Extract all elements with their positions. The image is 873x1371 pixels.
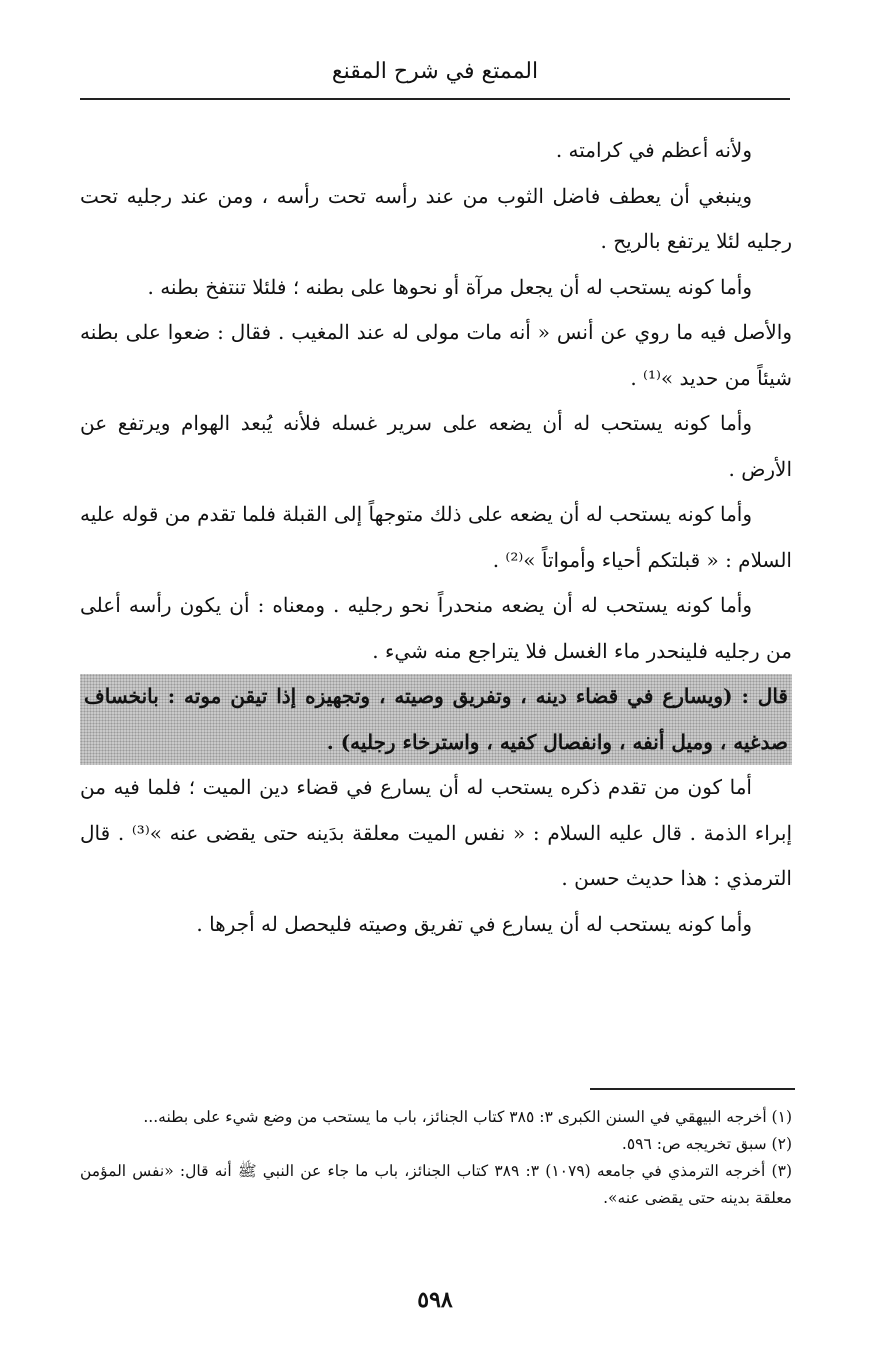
paragraph: وأما كونه يستحب له أن يجعل مرآة أو نحوها على بطنه ؛ فلئلا تنتفخ بطنه . (147, 274, 752, 299)
paragraph: وأما كونه يستحب له أن يضعه منحدراً نحو رجليه . ومعناه : أن يكون رأسه أعلى من رجليه فلينحدر ماء الغسل فلا يتراجع منه شيء . (80, 593, 792, 663)
paragraph: والأصل فيه ما روي عن أنس « أنه مات مولى له عند المغيب . فقال : ضعوا على بطنه شيئاً من حديد »⁽¹⁾ . (80, 320, 792, 390)
footnote-rule (590, 1088, 795, 1090)
paragraph: وأما كونه يستحب له أن يضعه على ذلك متوجهاً إلى القبلة فلما تقدم من قوله عليه السلام : « قبلتكم أحياء وأمواتاً »⁽²⁾ . (80, 502, 792, 572)
footnote: (٣) أخرجه الترمذي في جامعه (١٠٧٩) ٣: ٣٨٩ كتاب الجنائز، باب ما جاء عن النبي ﷺ أنه قال: «نفس المؤمن معلقة بدينه حتى يقضى عنه». (80, 1162, 792, 1207)
paragraph: وأما كونه يستحب له أن يضعه على سرير غسله فلأنه يُبعد الهوام ويرتفع عن الأرض . (80, 411, 792, 481)
footnote: (٢) سبق تخريجه ص: ٥٩٦. (621, 1135, 792, 1153)
header-rule (80, 98, 790, 100)
paragraph: أما كون من تقدم ذكره يستحب له أن يسارع في قضاء دين الميت ؛ فلما فيه من إبراء الذمة . قال عليه السلام : « نفس الميت معلقة بدَينه حتى يقضى عنه »⁽³⁾ . قال الترمذي : هذا حديث حسن . (80, 775, 793, 890)
paragraph: ولأنه أعظم في كرامته . (555, 138, 752, 162)
main-text (80, 128, 792, 947)
page-number: ٥٩٨ (417, 1287, 453, 1313)
running-header: الممتع في شرح المقنع (331, 59, 539, 84)
footnote: (١) أخرجه البيهقي في السنن الكبرى ٣: ٣٨٥ كتاب الجنائز، باب ما يستحب من وضع شيء على بطنه... (143, 1108, 792, 1126)
paragraph: وأما كونه يستحب له أن يسارع في تفريق وصيته فليحصل له أجرها . (196, 911, 752, 936)
quoted-matn: قال : (ويسارع في قضاء دينه ، وتفريق وصيته ، وتجهيزه إذا تيقن موته : بانخساف صدغيه ، وميل أنفه ، وانفصال كفيه ، واسترخاء رجليه) . (80, 674, 792, 765)
paragraph: وينبغي أن يعطف فاضل الثوب من عند رأسه تحت رأسه ، ومن عند رجليه تحت رجليه لئلا يرتفع بالريح . (80, 183, 792, 253)
footnotes (80, 1104, 792, 1212)
